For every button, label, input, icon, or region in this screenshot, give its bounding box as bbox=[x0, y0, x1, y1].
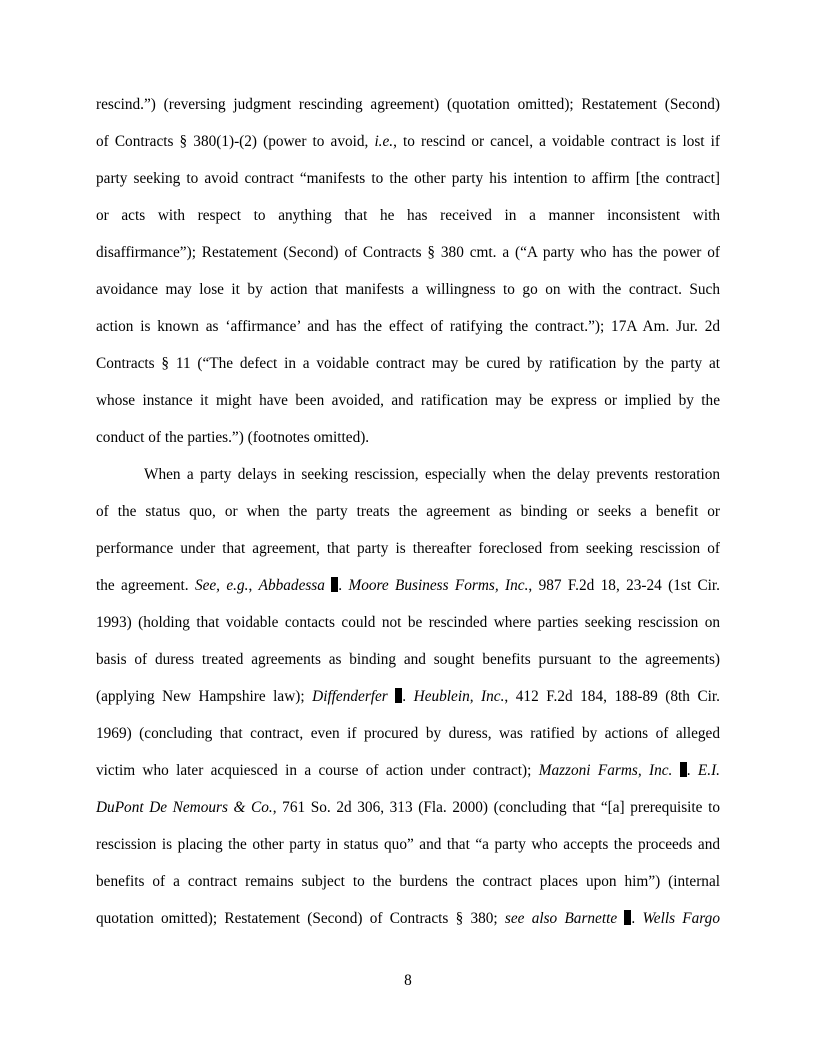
text-segment: When a party delays in seeking rescission, especially when the delay prevents restoration bbox=[144, 466, 720, 483]
italic-text-segment: E.I. bbox=[697, 762, 720, 779]
italic-text-segment: Moore Business Forms, Inc. bbox=[348, 577, 529, 594]
text-segment: . bbox=[631, 910, 643, 927]
italic-text-segment: DuPont De Nemours & Co. bbox=[96, 799, 273, 816]
text-segment: basis of duress treated agreements as binding and sought benefits pursuant to the agreements) bbox=[96, 651, 720, 668]
text-segment: , 987 F.2d 18, 23-24 (1st Cir. bbox=[528, 577, 720, 594]
text-line bbox=[96, 650, 720, 670]
italic-text-segment: Abbadessa bbox=[258, 577, 332, 594]
text-line bbox=[96, 502, 720, 522]
text-line bbox=[96, 95, 720, 115]
text-segment: rescission is placing the other party in status quo” and that “a party who accepts the proceeds and bbox=[96, 836, 720, 853]
text-line bbox=[144, 465, 720, 485]
text-line bbox=[96, 169, 720, 189]
text-segment: or acts with respect to anything that he has received in a manner inconsistent with bbox=[96, 207, 720, 224]
text-segment: the agreement. bbox=[96, 577, 195, 594]
text-segment: , to rescind or cancel, a voidable contract is lost if bbox=[393, 133, 720, 150]
text-line bbox=[96, 428, 720, 448]
italic-text-segment: Wells Fargo bbox=[642, 910, 720, 927]
text-line bbox=[96, 798, 720, 818]
text-line bbox=[96, 613, 720, 633]
text-segment: avoidance may lose it by action that manifests a willingness to go on with the contract. Such bbox=[96, 281, 720, 298]
text-segment: . bbox=[686, 762, 698, 779]
text-line bbox=[96, 687, 720, 707]
text-segment: , 761 So. 2d 306, 313 (Fla. 2000) (concluding that “[a] prerequisite to bbox=[272, 799, 720, 816]
text-line bbox=[96, 835, 720, 855]
text-segment: 1969) (concluding that contract, even if procured by duress, was ratified by actions of alleged bbox=[96, 725, 720, 742]
redaction-mark bbox=[680, 762, 687, 777]
italic-text-segment: Mazzoni Farms, Inc. bbox=[538, 762, 680, 779]
text-segment: , bbox=[248, 577, 259, 594]
text-segment: 1993) (holding that voidable contacts could not be rescinded where parties seeking rescission on bbox=[96, 614, 720, 631]
italic-text-segment: i.e. bbox=[374, 133, 394, 150]
text-segment: party seeking to avoid contract “manifests to the other party his intention to affirm [the contract] bbox=[96, 170, 720, 187]
text-segment: (applying New Hampshire law); bbox=[96, 688, 313, 705]
italic-text-segment: see also Barnette bbox=[504, 910, 625, 927]
text-line bbox=[96, 243, 720, 263]
text-segment: performance under that agreement, that party is thereafter foreclosed from seeking rescission of bbox=[96, 540, 720, 557]
text-segment: victim who later acquiesced in a course of action under contract); bbox=[96, 762, 539, 779]
text-line bbox=[96, 576, 720, 596]
text-segment: rescind.”) (reversing judgment rescinding agreement) (quotation omitted); Restatement (Second) bbox=[96, 96, 720, 113]
page-number: 8 bbox=[404, 972, 412, 989]
text-segment: action is known as ‘affirmance’ and has the effect of ratifying the contract.”); 17A Am. Jur. 2d bbox=[96, 318, 720, 335]
text-line bbox=[96, 761, 720, 781]
text-segment: of Contracts § 380(1)-(2) (power to avoid, bbox=[96, 133, 375, 150]
text-line bbox=[96, 539, 720, 559]
text-line bbox=[96, 909, 720, 929]
text-line bbox=[96, 872, 720, 892]
text-segment: , 412 F.2d 184, 188-89 (8th Cir. bbox=[504, 688, 720, 705]
italic-text-segment: See, e.g. bbox=[194, 577, 249, 594]
text-line bbox=[96, 206, 720, 226]
text-segment: Contracts § 11 (“The defect in a voidable contract may be cured by ratification by the party at bbox=[96, 355, 720, 372]
text-line bbox=[96, 391, 720, 411]
text-segment: whose instance it might have been avoided, and ratification may be express or implied by the bbox=[96, 392, 720, 409]
text-segment: disaffirmance”); Restatement (Second) of Contracts § 380 cmt. a (“A party who has the power of bbox=[96, 244, 720, 261]
text-segment: . bbox=[338, 577, 349, 594]
text-segment: of the status quo, or when the party treats the agreement as binding or seeks a benefit or bbox=[96, 503, 720, 520]
text-line bbox=[96, 354, 720, 374]
text-line bbox=[96, 724, 720, 744]
text-line bbox=[96, 280, 720, 300]
text-segment: . bbox=[402, 688, 414, 705]
text-segment: benefits of a contract remains subject to the burdens the contract places upon him”) (internal bbox=[96, 873, 720, 890]
italic-text-segment: Heublein, Inc. bbox=[413, 688, 505, 705]
text-line bbox=[96, 317, 720, 337]
text-line bbox=[96, 132, 720, 152]
text-segment: conduct of the parties.”) (footnotes omitted). bbox=[96, 429, 370, 446]
italic-text-segment: Diffenderfer bbox=[312, 688, 396, 705]
text-segment: quotation omitted); Restatement (Second) of Contracts § 380; bbox=[96, 910, 505, 927]
